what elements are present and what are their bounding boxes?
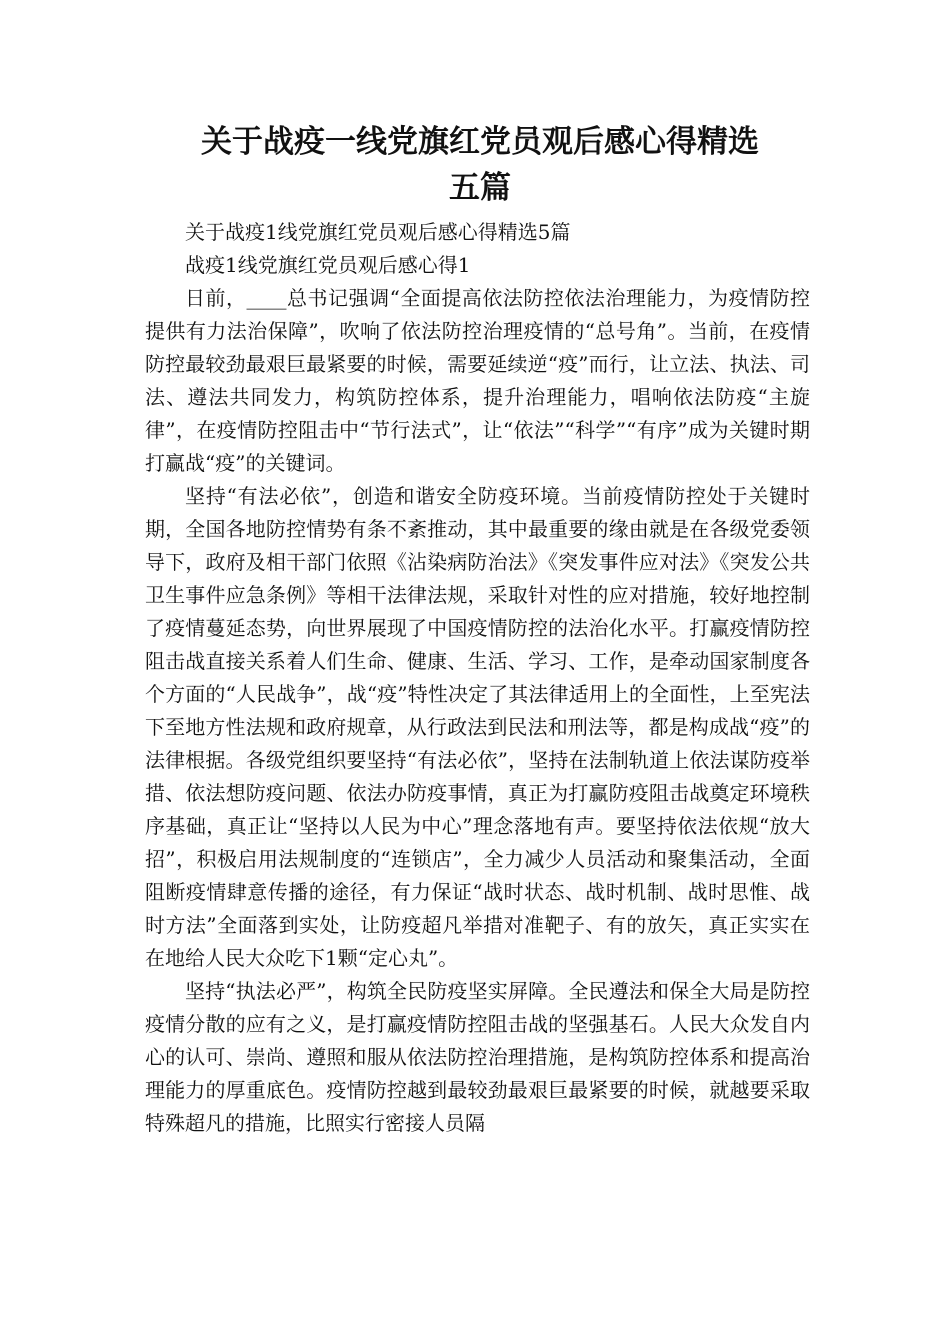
paragraph-subheading: 战疫1线党旗红党员观后感心得1 [185, 253, 471, 277]
paragraph: 坚持“有法必依”，创造和谐安全防疫环境。当前疫情防控处于关键时期，全国各地防控情势有条不紊推动，其中最重要的缘由就是在各级党委领导下，政府及相干部门依照《沾染病防治法》《突发事件应对法》《突发公共卫生事件应急条例》等相干法律法规，采取针对性的应对措施，较好地控制了疫情蔓延态势，向世界展现了中国疫情防控的法治化水平。打赢疫情防控阻击战直接关系着人们生命、健康、生活、学习、工作，是牵动国家制度各个方面的“人民战争”，战“疫”特性决定了其法律适用上的全面性，上至宪法下至地方性法规和政府规章，从行政法到民法和刑法等，都是构成战“疫”的法律根据。各级党组织要坚持“有法必依”，坚持在法制轨道上依法谋防疫举措、依法想防疫问题、依法办防疫事情，真正为打赢防疫阻击战奠定环境秩序基础，真正让“坚持以人民为中心”理念落地有声。要坚持依法依规“放大招”，积极启用法规制度的“连锁店”，全力减少人员活动和聚集活动，全面阻断疫情肆意传播的途径，有力保证“战时状态、战时机制、战时思惟、战时方法”全面落到实处，让防疫超凡举措对准靶子、有的放矢，真正实实在在地给人民大众吃下1颗“定心丸”。 [145, 484, 810, 970]
document-title-line-2: 五篇 [449, 170, 511, 206]
paragraph-heading: 关于战疫1线党旗红党员观后感心得精选5篇 [185, 220, 571, 244]
paragraph: 日前，____总书记强调“全面提高依法防控依法治理能力，为疫情防控提供有力法治保障”，吹响了依法防控治理疫情的“总号角”。当前，在疫情防控最较劲最艰巨最紧要的时候，需要延续逆“疫”而行，让立法、执法、司法、遵法共同发力，构筑防控体系，提升治理能力，唱响依法防疫“主旋律”，在疫情防控阻击中“节行法式”，让“依法”“科学”“有序”成为关键时期打赢战“疫”的关键词。 [145, 286, 810, 475]
document-title-line-1: 关于战疫一线党旗红党员观后感心得精选 [201, 124, 759, 160]
paragraph: 坚持“执法必严”，构筑全民防疫坚实屏障。全民遵法和保全大局是防控疫情分散的应有之义，是打赢疫情防控阻击战的坚强基石。人民大众发自内心的认可、崇尚、遵照和服从依法防控治理措施，是构筑防控体系和提高治理能力的厚重底色。疫情防控越到最较劲最艰巨最紧要的时候，就越要采取特殊超凡的措施，比照实行密接人员隔 [145, 979, 810, 1135]
document-body [145, 216, 810, 1140]
